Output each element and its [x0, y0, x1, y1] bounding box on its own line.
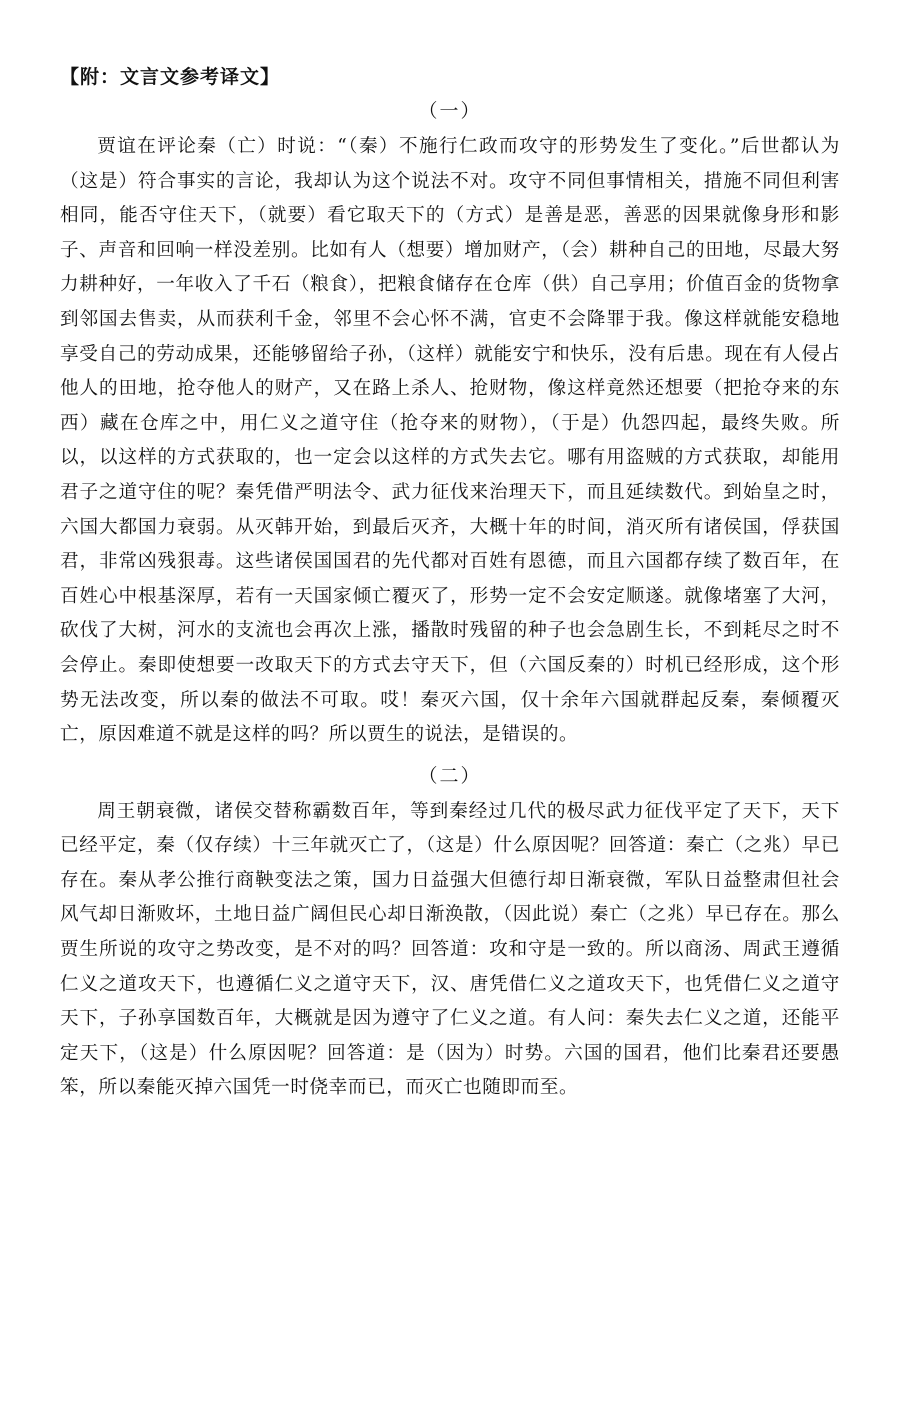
section-title-2: （二）: [418, 764, 482, 787]
section-paragraph-2: 周王朝衰微，诸侯交替称霸数百年，等到秦经过几代的极尽武力征伐平定了天下，天下已经平定，秦（仅存续）十三年就灭亡了，（这是）什么原因呢？回答道：秦亡（之兆）早已存在。秦从孝公推行商鞅变法之策，国力日益强大但德行却日渐衰微，军队日益整肃但社会风气却日渐败坏，土地日益广阔但民心却日渐涣散，（因此说）秦亡（之兆）早已存在。那么贾生所说的攻守之势改变，是不对的吗？回答道：攻和守是一致的。所以商汤、周武王遵循仁义之道攻天下，也遵循仁义之道守天下，汉、唐凭借仁义之道攻天下，也凭借仁义之道守天下，子孙享国数百年，大概就是因为遵守了仁义之道。有人问：秦失去仁义之道，还能平定天下，（这是）什么原因呢？回答道：是（因为）时势。六国的国君，他们比秦君还要愚笨，所以秦能灭掉六国凭一时侥幸而已，而灭亡也随即而至。: [60, 800, 840, 1099]
section-paragraph-1: 贾谊在评论秦（亡）时说：“（秦）不施行仁政而攻守的形势发生了变化。”后世都认为（这是）符合事实的言论，我却认为这个说法不对。攻守不同但事情相关，措施不同但利害相同，能否守住天下，（就要）看它取天下的（方式）是善是恶，善恶的因果就像身形和影子、声音和回响一样没差别。比如有人（想要）增加财产，（会）耕种自己的田地，尽最大努力耕种好，一年收入了千石（粮食），把粮食储存在仓库（供）自己享用；价值百金的货物拿到邻国去售卖，从而获利千金，邻里不会心怀不满，官吏不会降罪于我。像这样就能安稳地享受自己的劳动成果，还能够留给子孙，（这样）就能安宁和快乐，没有后患。现在有人侵占他人的田地，抢夺他人的财产，又在路上杀人、抢财物，像这样竟然还想要（把抢夺来的东西）藏在仓库之中，用仁义之道守住（抢夺来的财物），（于是）仇怨四起，最终失败。所以，以这样的方式获取的，也一定会以这样的方式失去它。哪有用盗贼的方式获取，却能用君子之道守住的呢？秦凭借严明法令、武力征伐来治理天下，而且延续数代。到始皇之时，六国大都国力衰弱。从灭韩开始，到最后灭齐，大概十年的时间，消灭所有诸侯国，俘获国君，非常凶残狠毒。这些诸侯国国君的先代都对百姓有恩德，而且六国都存续了数百年，在百姓心中根基深厚，若有一天国家倾亡覆灭了，形势一定不会安定顺遂。就像堵塞了大河，砍伐了大树，河水的支流也会再次上涨，播散时残留的种子也会急剧生长，不到耗尽之时不会停止。秦即使想要一改取天下的方式去守天下，但（六国反秦的）时机已经形成，这个形势无法改变，所以秦的做法不可取。哎！秦灭六国，仅十余年六国就群起反秦，秦倾覆灭亡，原因难道不就是这样的吗？所以贾生的说法，是错误的。: [60, 136, 840, 746]
document-page: [60, 62, 840, 1112]
section-title-1: （一）: [418, 100, 482, 122]
appendix-heading: 【附：文言文参考译文】: [60, 66, 281, 88]
